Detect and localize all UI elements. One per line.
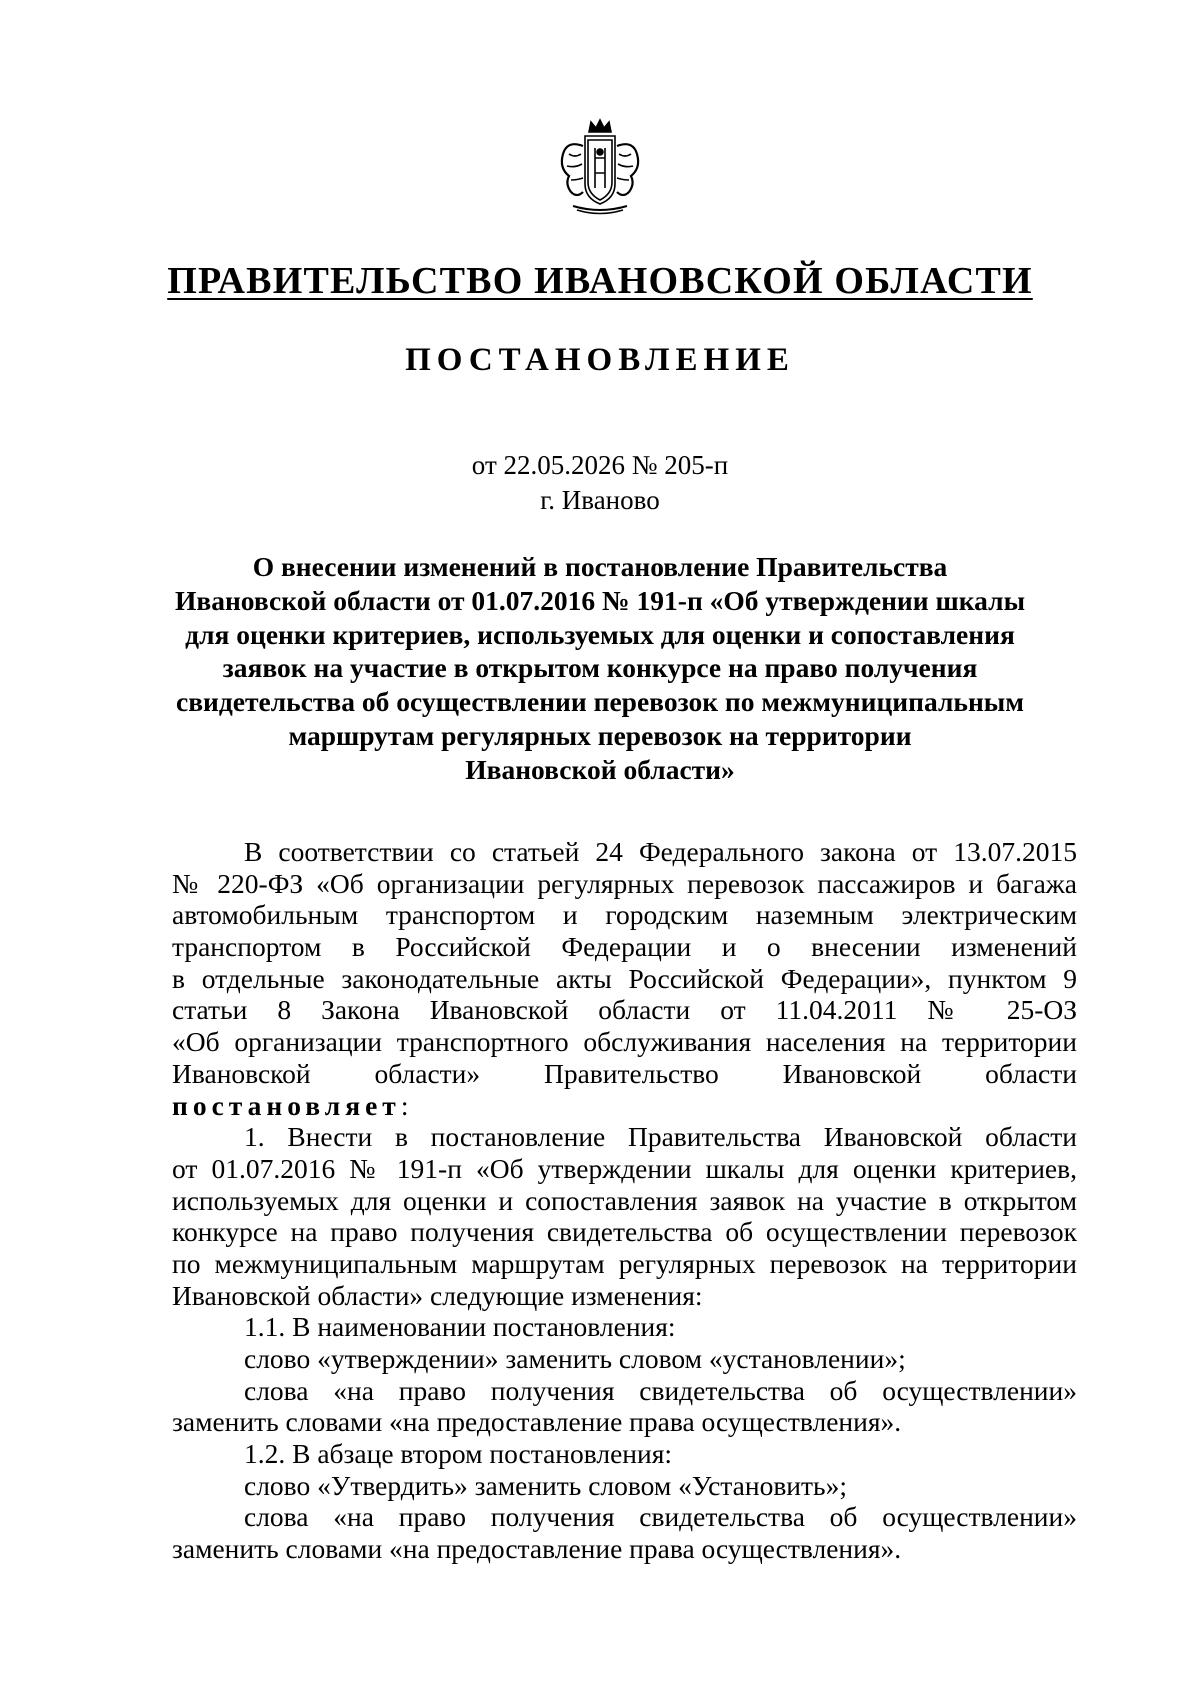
preamble-line: транспортом в Российской Федерации и о внесении изменений bbox=[172, 931, 1077, 963]
city: г. Иваново bbox=[540, 485, 660, 515]
document-body bbox=[172, 836, 1077, 1565]
subject-line: для оценки критериев, используемых для оценки и сопоставления bbox=[185, 618, 1015, 650]
item-1-2-a: слово «Утвердить» заменить словом «Установить»; bbox=[244, 1469, 847, 1501]
item-1-1-b-line: слова «на право получения свидетельства об осуществлении» bbox=[244, 1374, 1077, 1406]
preamble-line: № 220-ФЗ «Об организации регулярных перевозок пассажиров и багажа bbox=[172, 867, 1077, 899]
preamble-line: статьи 8 Закона Ивановской области от 11.04.2011 № 25-ОЗ bbox=[172, 994, 1077, 1026]
preamble-line: в отдельные законодательные акты Российской Федерации», пунктом 9 bbox=[172, 962, 1077, 994]
document-subject bbox=[170, 550, 1030, 787]
item-1-line: Ивановской области» следующие изменения: bbox=[172, 1279, 703, 1311]
subject-line: свидетельства об осуществлении перевозок по межмуниципальным bbox=[175, 686, 1024, 718]
preamble-line: В соответствии со статьей 24 Федерального закона от 13.07.2015 bbox=[244, 836, 1077, 867]
item-1-2-b-line: заменить словами «на предоставление права осуществления». bbox=[172, 1533, 902, 1565]
subject-line: Ивановской области от 01.07.2016 № 191-п «Об утверждении шкалы bbox=[174, 584, 1026, 616]
subject-line: О внесении изменений в постановление Правительства bbox=[252, 551, 948, 582]
item-1-line: от 01.07.2016 № 191-п «Об утверждении шкалы для оценки критериев, bbox=[172, 1152, 1077, 1184]
item-1-1-title: 1.1. В наименовании постановления: bbox=[244, 1311, 676, 1343]
preamble-line: Ивановской области» Правительство Ивановской области bbox=[172, 1057, 1077, 1089]
item-1-line: конкурсе на право получения свидетельства об осуществлении перевозок bbox=[172, 1216, 1077, 1248]
coat-of-arms-icon bbox=[555, 118, 645, 216]
item-1-line: 1. Внести в постановление Правительства Ивановской области bbox=[244, 1121, 1077, 1153]
decree-line bbox=[172, 1090, 1077, 1122]
item-1-2-b-line: слова «на право получения свидетельства об осуществлении» bbox=[244, 1501, 1077, 1533]
item-1-line: используемых для оценки и сопоставления заявок на участие в открытом bbox=[172, 1184, 1077, 1216]
date-number: от 22.05.2026 № 205-п bbox=[471, 450, 729, 480]
document-type: ПОСТАНОВЛЕНИЕ bbox=[405, 342, 795, 378]
item-1-line: по межмуниципальным маршрутам регулярных перевозок на территории bbox=[172, 1247, 1077, 1279]
subject-line: Ивановской области» bbox=[465, 753, 735, 785]
preamble-line: «Об организации транспортного обслуживания населения на территории bbox=[172, 1026, 1077, 1058]
government-title: ПРАВИТЕЛЬСТВО ИВАНОВСКОЙ ОБЛАСТИ bbox=[167, 260, 1033, 302]
item-1-1-a: слово «утверждении» заменить словом «установлении»; bbox=[244, 1343, 906, 1374]
subject-line: заявок на участие в открытом конкурсе на право получения bbox=[222, 652, 978, 684]
subject-line: маршрутам регулярных перевозок на территории bbox=[288, 719, 912, 751]
decree-word: постановляет bbox=[172, 1089, 401, 1121]
item-1-1-b-line: заменить словами «на предоставление права осуществления». bbox=[172, 1406, 902, 1438]
decree-colon: : bbox=[400, 1089, 409, 1121]
preamble-line: автомобильным транспортом и городским наземным электрическим bbox=[172, 899, 1077, 931]
item-1-2-title: 1.2. В абзаце втором постановления: bbox=[244, 1438, 673, 1470]
